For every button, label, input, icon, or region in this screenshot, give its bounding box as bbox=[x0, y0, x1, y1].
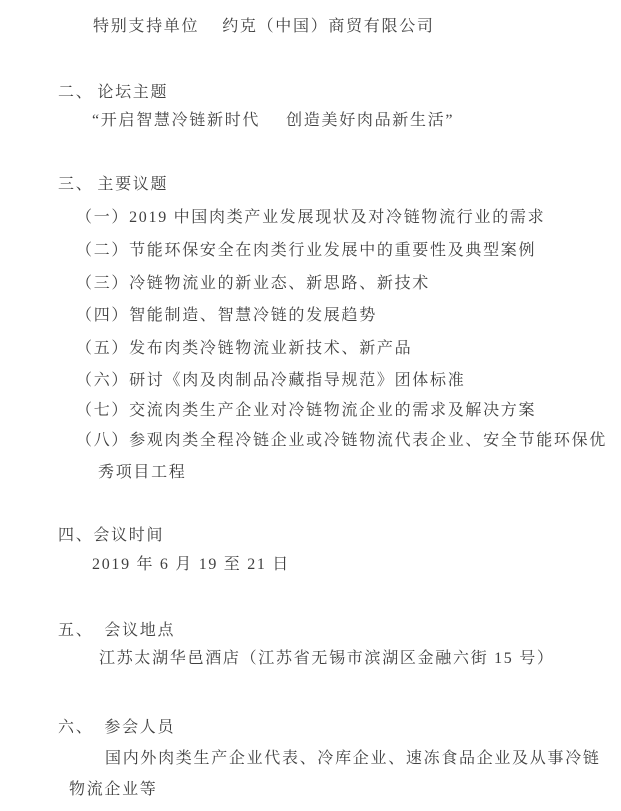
forum-theme-part2: 创造美好肉品新生活” bbox=[286, 112, 455, 129]
topic-item-1: （一）2019 中国肉类产业发展现状及对冷链物流行业的需求 bbox=[76, 209, 546, 226]
topic-item-3: （三）冷链物流业的新业态、新思路、新技术 bbox=[76, 275, 431, 292]
section-5-heading bbox=[58, 622, 175, 639]
section-4-number: 四、 bbox=[58, 527, 94, 544]
section-4-title: 会议时间 bbox=[93, 527, 165, 544]
topic-item-8: （八）参观肉类全程冷链企业或冷链物流代表企业、安全节能环保优 bbox=[76, 432, 608, 449]
section-5-number: 五、 bbox=[58, 622, 94, 639]
topic-item-6: （六）研讨《肉及肉制品冷藏指导规范》团体标准 bbox=[76, 372, 466, 389]
section-5-title: 会议地点 bbox=[104, 622, 176, 639]
forum-theme-part1: “开启智慧冷链新时代 bbox=[92, 112, 261, 129]
meeting-date-line: 2019 年 6 月 19 至 21 日 bbox=[92, 556, 291, 573]
topic-item-4: （四）智能制造、智慧冷链的发展趋势 bbox=[76, 307, 377, 324]
section-3-title: 主要议题 bbox=[97, 176, 169, 193]
section-6-title: 参会人员 bbox=[104, 719, 176, 736]
section-4-heading bbox=[58, 527, 164, 544]
topic-item-5: （五）发布肉类冷链物流业新技术、新产品 bbox=[76, 340, 413, 357]
special-support-line bbox=[93, 18, 435, 35]
section-3-heading bbox=[58, 176, 168, 193]
section-2-heading bbox=[58, 84, 168, 101]
topic-item-7: （七）交流肉类生产企业对冷链物流企业的需求及解决方案 bbox=[76, 402, 537, 419]
meeting-venue-line: 江苏太湖华邑酒店（江苏省无锡市滨湖区金融六街 15 号） bbox=[99, 650, 555, 667]
topic-item-8-continuation: 秀项目工程 bbox=[98, 464, 187, 481]
section-3-number: 三、 bbox=[58, 176, 94, 193]
forum-theme-line bbox=[92, 112, 454, 129]
section-6-heading bbox=[58, 719, 175, 736]
topic-item-2: （二）节能环保安全在肉类行业发展中的重要性及典型案例 bbox=[76, 242, 537, 259]
section-6-number: 六、 bbox=[58, 719, 94, 736]
participants-line-2: 物流企业等 bbox=[69, 781, 158, 798]
special-support-value: 约克（中国）商贸有限公司 bbox=[222, 18, 435, 35]
participants-line-1: 国内外肉类生产企业代表、冷库企业、速冻食品企业及从事冷链 bbox=[105, 750, 601, 767]
section-2-title: 论坛主题 bbox=[97, 84, 169, 101]
section-2-number: 二、 bbox=[58, 84, 94, 101]
special-support-label: 特别支持单位 bbox=[93, 18, 200, 35]
